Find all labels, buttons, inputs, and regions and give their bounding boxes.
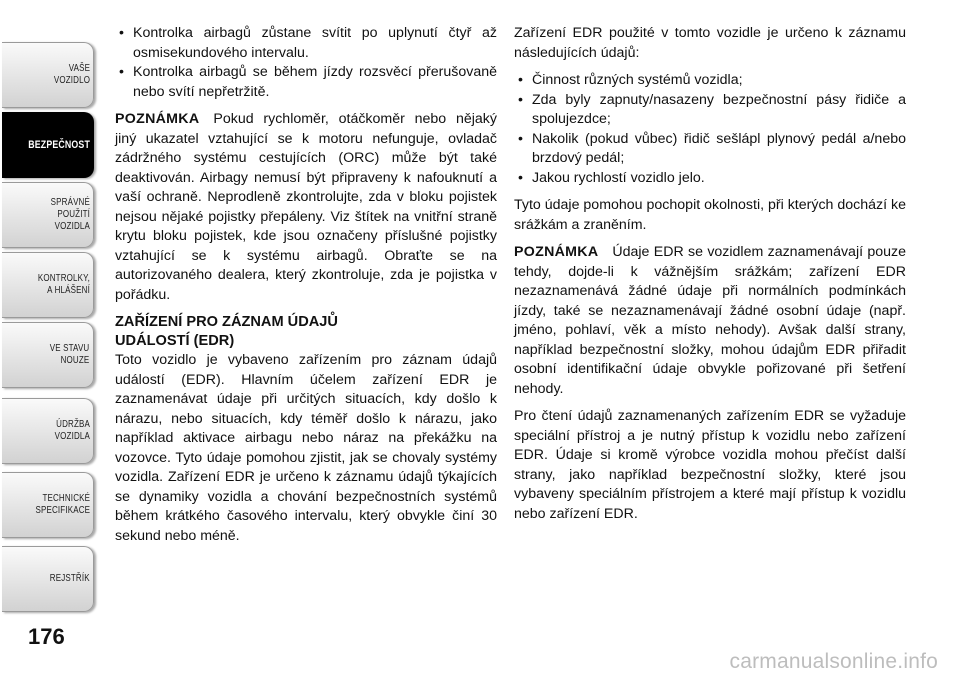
tab-label: SPRÁVNÉ POUŽITÍ VOZIDLA: [50, 197, 90, 232]
right-column: [514, 24, 906, 532]
list-item: • Nakolik (pokud vůbec) řidič sešlápl plynový pedál a/nebo brzdový pedál;: [514, 130, 906, 169]
left-column: [115, 24, 497, 554]
note-label: POZNÁMKA: [115, 111, 200, 127]
tab-vase-vozidlo[interactable]: [2, 42, 94, 108]
tab-kontrolky-a-hlaseni[interactable]: [2, 252, 94, 318]
tab-label: TECHNICKÉ SPECIFIKACE: [35, 493, 90, 516]
heading-line-1: ZAŘÍZENÍ PRO ZÁZNAM ÚDAJŮ: [115, 314, 338, 330]
tab-label: KONTROLKY, A HLÁŠENÍ: [37, 273, 90, 296]
body-paragraph: Tyto údaje pomohou pochopit okolnosti, při kterých dochází ke srážkám a zraněním.: [514, 197, 906, 233]
list-item: • Kontrolka airbagů se během jízdy rozsvěcí přerušovaně nebo svítí nepřetržitě.: [115, 63, 497, 102]
airbag-warning-list: [115, 24, 497, 102]
tab-label: REJSTŘÍK: [49, 573, 90, 584]
list-item: • Zda byly zapnuty/nasazeny bezpečnostní pásy řidiče a spolujezdce;: [514, 91, 906, 130]
tab-spravne-pouziti-vozidla[interactable]: [2, 182, 94, 248]
watermark: carmanualsonline.info: [729, 650, 938, 673]
list-item: • Kontrolka airbagů zůstane svítit po uplynutí čtyř až osmisekundového intervalu.: [115, 24, 497, 63]
note-text: Pokud rychloměr, otáčkoměr nebo nějaký jiný ukazatel vztahující se k motoru nefunguje, ovladač zádržného systému cestujících (ORC) může být také deaktivován. Airbagy nemusí být připraveny k nafouknutí a vaší ochraně. Neprodleně zkontrolujte, zda v bloku pojistek nejsou nějaké pojistky přepáleny. Viz štítek na vnitřní straně krytu bloku pojistek, kde jsou označeny příslušné pojistky vztahující se k systému airbagů. Obraťte se na autorizovaného dealera, který zkontroluje, zda je pojistka v pořádku.: [115, 111, 497, 303]
list-item: • Činnost různých systémů vozidla;: [514, 71, 906, 91]
note-label: POZNÁMKA: [514, 244, 599, 260]
list-item: • Jakou rychlostí vozidlo jelo.: [514, 169, 906, 189]
body-paragraph: Pro čtení údajů zaznamenaných zařízením EDR se vyžaduje speciální přístroj a je nutný přístup k vozidlu nebo zařízení EDR. Údaje si kromě výrobce vozidla mohou přečíst další strany, jako například bezpečnostní složky, které jsou vybaveny speciálním přístrojem a které mají přístup k vozidlu nebo zařízení EDR.: [514, 408, 906, 522]
tab-technicke-specifikace[interactable]: [2, 472, 94, 538]
section-sidebar: [0, 0, 100, 678]
page-number: 176: [28, 624, 65, 649]
note-paragraph: [115, 110, 497, 305]
tab-rejstrik[interactable]: [2, 546, 94, 612]
note-text: Údaje EDR se vozidlem zaznamenávají pouze tehdy, dojde-li k vážnějším srážkám; zařízení EDR nezaznamenává žádné údaje při normálních podmínkách jízdy, také se nezaznamenávají žádné osobní údaje (např. jméno, pohlaví, věk a místo nehody). Avšak další strany, například bezpečnostní složky, mohou údajům EDR přiřadit osobní identifikační údaje obvykle pořizované při šetření nehody.: [514, 244, 906, 397]
tab-label: ÚDRŽBA VOZIDLA: [54, 419, 90, 442]
heading-line-2: UDÁLOSTÍ (EDR): [115, 333, 235, 349]
section-heading: [115, 313, 497, 351]
tab-bezpecnost[interactable]: [2, 112, 94, 178]
tab-udrzba-vozidla[interactable]: [2, 398, 94, 464]
body-paragraph: Toto vozidlo je vybaveno zařízením pro záznam údajů událostí (EDR). Hlavním účelem zařízení EDR je zaznamenávat údaje při určitých situacích, kdy došlo k nárazu, nebo situacích, kdy téměř došlo k nárazu, jako například aktivace airbagu nebo náraz na překážku na vozovce. Tyto údaje pomohou zjistit, jak se chovaly systémy vozidla. Zařízení EDR je určeno k záznamu údajů týkajících se dynamiky vozidla a chování bezpečnostních systémů během krátkého časového intervalu, který obvykle činí 30 sekund nebo méně.: [115, 352, 497, 544]
tab-ve-stavu-nouze[interactable]: [2, 322, 94, 388]
intro-paragraph: Zařízení EDR použité v tomto vozidle je určeno k záznamu následujících údajů:: [514, 25, 906, 61]
tab-label: VE STAVU NOUZE: [50, 343, 90, 366]
edr-data-list: [514, 71, 906, 188]
tab-label: BEZPEČNOST: [28, 139, 90, 151]
tab-label: VAŠE VOZIDLO: [53, 63, 90, 86]
note-paragraph: [514, 243, 906, 399]
